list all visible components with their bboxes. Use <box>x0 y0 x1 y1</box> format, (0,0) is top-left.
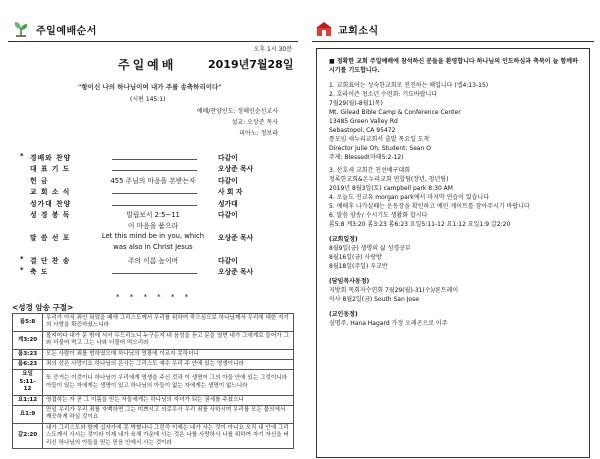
order-row <box>8 175 298 186</box>
verse-ref-cell: 요일 5:11-12 <box>13 370 43 395</box>
church-icon <box>316 22 332 36</box>
order-line <box>112 170 197 171</box>
order-leader: 오상준 목사 <box>218 233 254 242</box>
verse-text-cell: 모든 사람이 죄를 범하였으매 하나님의 영광에 이르지 못하더니 <box>43 349 294 359</box>
order-row <box>8 266 298 277</box>
order-name: 말 씀 선 포 <box>30 233 71 242</box>
table-row <box>13 349 294 359</box>
table-row <box>13 423 294 448</box>
order-leader: 사 회 자 <box>218 188 243 197</box>
verse-text-cell: 죄의 삯은 사망이요 하나님의 은사는 그리스도 예수 우리 주 안에 있는 영생이니라 <box>43 360 294 370</box>
order-content: 빌립보서 2:5~11 <box>126 210 180 219</box>
news-item: 6. 말씀 암송/ 수시기도 생활화 합시다 <box>329 212 428 219</box>
order-mark: * <box>20 265 24 274</box>
order-row <box>8 186 298 197</box>
order-row <box>8 255 298 266</box>
news-item: 7월29(월)-8월1(목) <box>329 100 383 107</box>
credit-line: 설교: 오상준 목사 <box>231 119 278 126</box>
news-item: 롬5:8 계3:20 롬3:23 롬6:23 요일5:11-12 요1:12 요일1:9 갈2:20 <box>329 221 511 228</box>
order-leader: 오상준 목사 <box>218 267 254 276</box>
schedule-title: (교회일정) <box>329 236 358 243</box>
service-date: 2019년7월28일 <box>208 58 294 71</box>
order-content: 455 주님의 마음을 본받는자 <box>110 176 196 185</box>
order-content: was also in Christ Jesus <box>113 243 193 252</box>
verse-text-cell: 영접하는 자 곧 그 이름을 믿는 자들에게는 하나님의 자녀가 되는 권세를 주셨으니 <box>43 395 294 405</box>
order-leader: 성가대 <box>218 199 238 208</box>
news-item: 1. 교회표어는 성숙한교회로 전진하는 해입니다 (엡4:13-15) <box>329 82 489 89</box>
header-divider <box>8 41 298 42</box>
news-item: 4. 오늘도 진교유 morgan park에서 마지막 연습이 있습니다 <box>329 194 489 201</box>
news-item: 13485 Green Valley Rd <box>329 118 398 125</box>
order-content: Let this mind be in you, which <box>101 231 205 240</box>
verse-text-cell: 만일 우리가 우리 죄를 자백하면 그는 미쁘시고 의로우사 우리 죄를 사하시며 우리를 모든 불의에서 깨끗하게 하실 것이요 <box>43 406 294 424</box>
church-news-column <box>312 18 594 458</box>
service-title: 주일예배 <box>118 58 177 72</box>
order-line <box>112 273 197 274</box>
verse-ref-cell: 롬3:23 <box>13 349 43 359</box>
verse-ref-cell: 계3:20 <box>13 331 43 349</box>
order-row <box>8 209 298 220</box>
news-item: Director Julie Oh, Student: Sean O <box>329 145 432 152</box>
news-item: Sebastopol, CA 95472 <box>329 127 396 134</box>
news-item: 청록한교회&온누리교회 연합팀(장년, 청년팀) <box>329 176 449 183</box>
order-content: 이 마음을 품으라 <box>127 222 179 231</box>
order-name: 경배와 찬양 <box>30 154 72 162</box>
order-row <box>8 232 298 243</box>
verse-ref-cell: 갈2:20 <box>13 423 43 448</box>
order-name: 성가대 찬양 <box>30 199 72 208</box>
verse-ref-cell: 롬6:23 <box>13 360 43 370</box>
worship-order-header <box>8 18 298 40</box>
news-content <box>329 57 581 328</box>
schedule-list <box>329 244 581 271</box>
church-news-header <box>312 18 594 40</box>
order-name: 헌 금 <box>30 176 49 185</box>
order-row <box>8 243 298 254</box>
order-line <box>112 193 197 194</box>
order-row <box>8 198 298 209</box>
welcome-text: ■ 정확한 교회 주일예배에 참석하신 분들을 환영합니다 하나님의 인도하심과 축복이 늘 함께하시기를 기도합니다. <box>329 58 578 74</box>
memory-verses-title: <성경 암송 구절> <box>12 303 74 312</box>
order-row <box>8 220 298 231</box>
order-leader: 다같이 <box>218 154 238 162</box>
news-item: 통모임 새누리교회서 출발 목요일 도착 <box>329 136 430 143</box>
worship-order-title: 주일예배순서 <box>36 25 97 37</box>
service-credits <box>78 106 278 139</box>
pastor-news-item: 이사 8월2일(금) South San Jose <box>329 296 419 303</box>
table-row <box>13 370 294 395</box>
worship-order-column <box>8 18 298 458</box>
verse-text-cell: 내가 그리스도와 함께 십자가에 못 박혔나니 그런즉 이제는 내가 사는 것이 아니요 오직 내 안에 그리스도께서 사시는 것이라 이제 내가 육체 가운데 사는 것은 나를 사랑하사 나를 위하여 자기 자신을 버리신 하나님의 아들을 믿는 믿음 안에서 사는 것이라 <box>43 423 294 448</box>
order-mark: * <box>20 152 24 160</box>
member-news-title: (교인동정) <box>329 311 358 318</box>
pastor-news-list <box>329 286 581 304</box>
table-row <box>13 406 294 424</box>
verse-ref-cell: 요1:9 <box>13 406 43 424</box>
header-divider <box>312 41 594 42</box>
order-mark: * <box>20 254 24 263</box>
table-row <box>13 360 294 370</box>
member-news-list <box>329 319 581 328</box>
news-item: 2019년 8월3일(토) campbell park 8:30 AM <box>329 185 453 192</box>
verse-text-cell: 우리가 아직 죄인 되었을 때에 그리스도께서 우리를 위하여 죽으심으로 하나님께서 우리에 대한 자기의 사랑을 확증하셨느니라 <box>43 314 294 332</box>
verse-text-cell: 또 증거는 이것이니 하나님이 우리에게 영생을 주신 것과 이 생명이 그의 아들 안에 있는 그것이니라 아들이 있는 자에게는 생명이 있고 하나님의 아들이 없는 자에게는 생명이 없느니라 <box>43 370 294 395</box>
member-news-item: 심명주, Hana Hagard 가정 오레곤으로 이주 <box>329 320 448 327</box>
news-item: 5. 예배후 나가실때는 운동장을 확인하고 예인 게이트를 잠아주시기 바랍니다 <box>329 203 530 210</box>
order-line <box>112 159 197 160</box>
pastor-news-item: 지방회 목회자수련회 7월29(월)-31(수)/론트레이 <box>329 287 459 294</box>
church-news-title: 교회소식 <box>338 25 379 37</box>
order-leader: 오상준 목사 <box>218 165 254 174</box>
news-item: Mt. Gilead Bible Camp & Conference Center <box>329 109 461 116</box>
order-content: 주의 이름 높이며 <box>127 256 179 265</box>
service-time: 오후 1시 30분 <box>253 46 292 53</box>
order-line <box>112 205 197 206</box>
section-stars: * * * * * * <box>116 293 193 301</box>
order-row <box>8 163 298 174</box>
credit-line: 피아노: 정보라 <box>239 130 278 137</box>
schedule-item: 8월18일(주일) 우교반 <box>329 263 388 270</box>
news-item: 주제: Blessed(마태5:2-12) <box>329 154 404 161</box>
order-name: 대 표 기 도 <box>30 165 71 174</box>
theme-verse: "항이신 나의 하나님이여 내가 주를 송축하리이다" <box>78 83 222 91</box>
pastor-news-title: (담임목사동정) <box>329 278 370 285</box>
news-item: 2. 호라이즌 청소년 수련회: 기도바랍니다 <box>329 91 438 98</box>
order-name: 교 회 소 식 <box>30 188 71 197</box>
order-name: 결 단 찬 송 <box>30 256 71 265</box>
verse-ref-cell: 요1:12 <box>13 395 43 405</box>
sprout-icon <box>12 20 30 38</box>
table-row <box>13 395 294 405</box>
credit-line: 예배/찬양인도: 정해인순선교사 <box>196 108 278 115</box>
verse-ref-cell: 롬5:8 <box>13 314 43 332</box>
order-name: 성 경 봉 독 <box>30 210 71 219</box>
news-item: 3. 산호세 교회간 친선배구대회 <box>329 167 410 174</box>
order-name: 축 도 <box>30 267 49 276</box>
memory-verses-table <box>12 313 294 449</box>
news-box <box>316 48 590 458</box>
order-leader: 다같이 <box>218 256 238 265</box>
table-row <box>13 314 294 332</box>
table-row <box>13 331 294 349</box>
news-list <box>329 81 581 229</box>
verse-text-cell: 볼지어다 내가 문 밖에 서서 두드리노니 누구든지 내 음성을 듣고 문을 열면 내가 그에게로 들어가 그와 더불어 먹고 그는 나와 더불어 먹으리라 <box>43 331 294 349</box>
schedule-item: 8월9일(금) 생명의 삶 성경공부 <box>329 245 411 252</box>
order-row <box>8 152 298 163</box>
theme-verse-ref: (시편 145:1) <box>130 96 166 103</box>
order-of-service <box>8 152 298 277</box>
schedule-item: 8월16일(금) 사랑방 <box>329 254 382 261</box>
order-leader: 다같이 <box>218 210 238 219</box>
order-leader: 다같이 <box>218 176 238 185</box>
